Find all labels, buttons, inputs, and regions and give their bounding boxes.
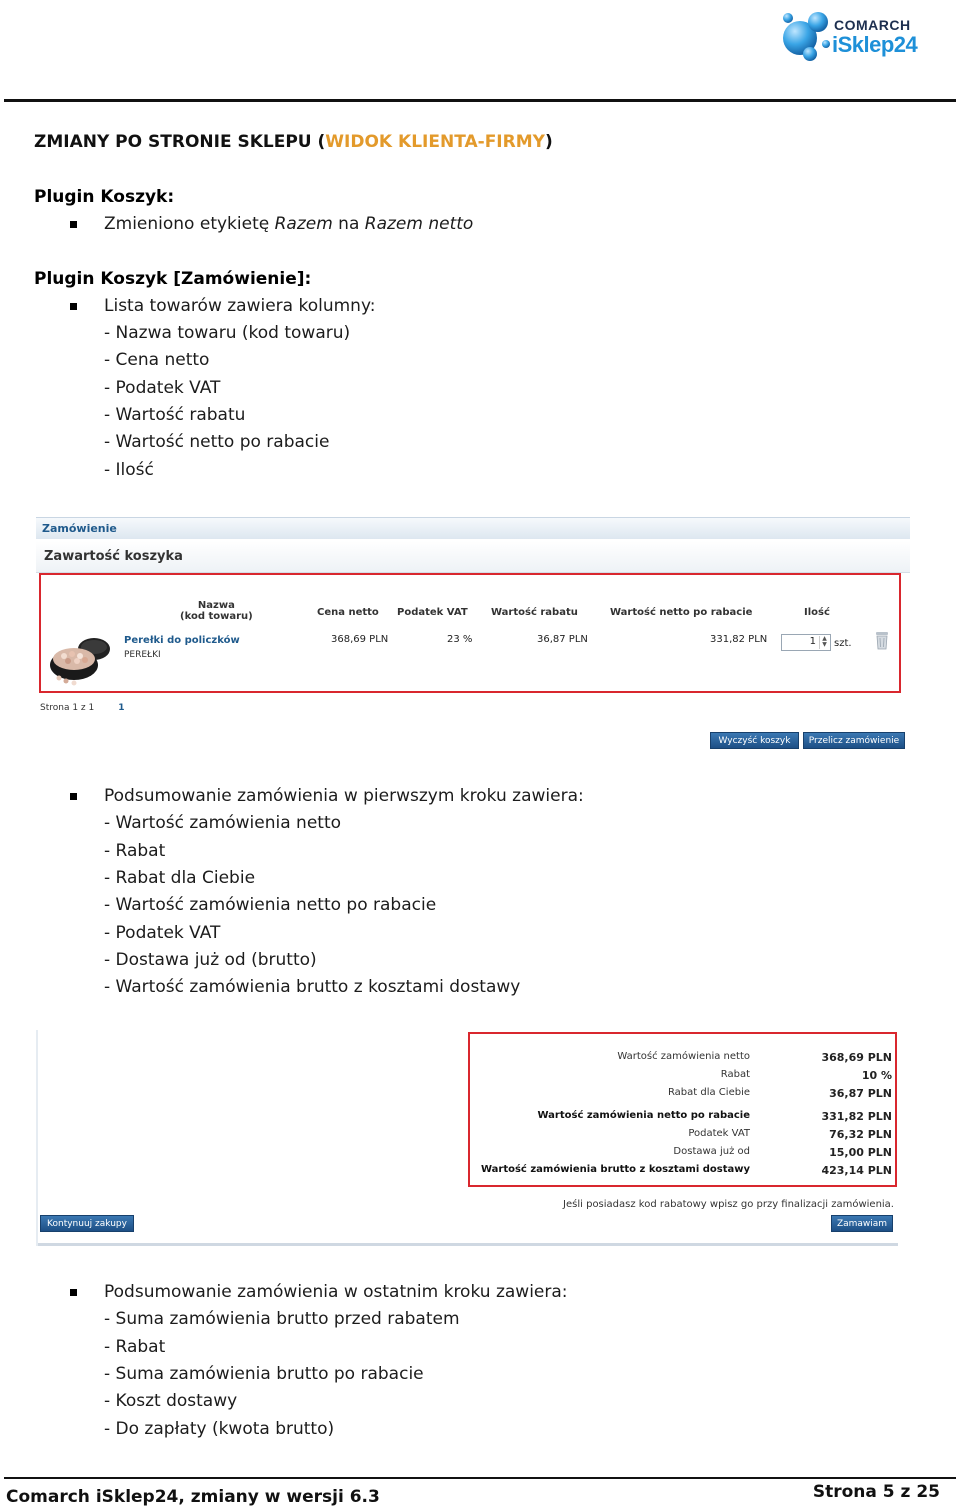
summary-row-value: 368,69 PLN	[821, 1051, 892, 1064]
change-old-label: Razem	[274, 214, 333, 234]
cell-discount: 36,87 PLN	[537, 634, 588, 645]
quantity-stepper[interactable]	[781, 634, 831, 651]
list-item: - Podatek VAT	[104, 923, 221, 943]
section-title-highlight: WIDOK KLIENTA-FIRMY	[325, 132, 545, 152]
logo-text-comarch: COMARCH	[834, 17, 911, 33]
summary-row-label: Dostawa już od	[673, 1146, 750, 1157]
breadcrumb	[36, 517, 910, 539]
cell-price: 368,69 PLN	[331, 634, 389, 645]
screenshot-edge	[36, 1030, 38, 1246]
change-prefix: Zmieniono etykietę	[104, 214, 275, 234]
list-item: - Wartość zamówienia netto po rabacie	[104, 895, 437, 915]
list-item: - Koszt dostawy	[104, 1391, 238, 1411]
section-title	[34, 132, 553, 152]
col-header-name	[180, 600, 253, 622]
summary-row-value: 15,00 PLN	[829, 1146, 892, 1159]
list-item: - Rabat	[104, 1337, 166, 1357]
summary-row-value: 10 %	[861, 1069, 892, 1082]
summary-row-label: Wartość zamówienia brutto z kosztami dostawy	[480, 1164, 750, 1175]
list-item: - Wartość netto po rabacie	[104, 432, 330, 452]
summary-last-intro: Podsumowanie zamówienia w ostatnim kroku zawiera:	[104, 1282, 568, 1302]
bullet-icon	[70, 221, 77, 228]
summary-first-intro: Podsumowanie zamówienia w pierwszym kroku zawiera:	[104, 786, 584, 806]
pager-page-1[interactable]: 1	[118, 703, 125, 713]
pager-label: Strona 1 z 1	[40, 703, 95, 713]
product-name-link[interactable]: Perełki do policzków	[124, 635, 240, 646]
list-item: - Ilość	[104, 460, 154, 480]
list-item: - Rabat dla Ciebie	[104, 868, 256, 888]
summary-row-label: Podatek VAT	[688, 1128, 750, 1139]
col-header-vat: Podatek VAT	[397, 607, 468, 618]
bullet-icon	[70, 1289, 77, 1296]
section-title-prefix: ZMIANY PO STRONIE SKLEPU (	[34, 132, 326, 152]
list-item: - Rabat	[104, 841, 166, 861]
col-header-name-1: Nazwa	[197, 600, 235, 611]
recalculate-order-button[interactable]: Przelicz zamówienie	[803, 732, 905, 749]
coupon-note: Jeśli posiadasz kod rabatowy wpisz go przy finalizacji zamówienia.	[563, 1199, 894, 1210]
summary-screenshot	[36, 1030, 898, 1246]
col-header-price: Cena netto	[317, 607, 379, 618]
cell-vat: 23 %	[447, 634, 473, 645]
list-item: - Nazwa towaru (kod towaru)	[104, 323, 351, 343]
list-item: - Cena netto	[104, 350, 210, 370]
list-item: - Wartość zamówienia netto	[104, 813, 342, 833]
cell-net-after: 331,82 PLN	[710, 634, 768, 645]
summary-row-value: 423,14 PLN	[821, 1164, 892, 1177]
summary-row-value: 331,82 PLN	[821, 1110, 892, 1123]
bubbles-logo-icon	[778, 4, 838, 64]
list-item: - Wartość rabatu	[104, 405, 246, 425]
breadcrumb-label[interactable]: Zamówienie	[42, 522, 117, 535]
list-item: - Dostawa już od (brutto)	[104, 950, 317, 970]
trash-icon[interactable]	[875, 630, 889, 650]
product-thumbnail	[44, 623, 114, 689]
col-header-name-2: (kod towaru)	[180, 611, 253, 622]
continue-shopping-button[interactable]: Kontynuuj zakupy	[40, 1215, 134, 1232]
pagination	[40, 703, 125, 713]
summary-row-value: 36,87 PLN	[829, 1087, 892, 1100]
spinner-icon[interactable]: ▲ ▼	[819, 636, 829, 649]
col-header-net-after: Wartość netto po rabacie	[610, 607, 753, 618]
summary-row-label: Wartość zamówienia netto	[617, 1051, 750, 1062]
quantity-unit: szt.	[834, 638, 852, 649]
bullet-icon	[70, 793, 77, 800]
cart-heading: Zawartość koszyka	[44, 549, 183, 564]
plugin-cart-title: Plugin Koszyk:	[34, 187, 175, 207]
list-item: - Wartość zamówienia brutto z kosztami dostawy	[104, 977, 521, 997]
product-code: PEREŁKI	[124, 650, 161, 660]
logo-text-isklep24: iSklep24	[832, 32, 918, 57]
cart-heading-bar	[36, 541, 910, 573]
summary-row-label: Wartość zamówienia netto po rabacie	[537, 1110, 750, 1121]
clear-cart-button[interactable]: Wyczyść koszyk	[710, 732, 799, 749]
cart-table-highlight	[39, 573, 901, 693]
footer-title: Comarch iSklep24, zmiany w wersji 6.3	[6, 1487, 380, 1507]
quantity-value[interactable]: 1	[809, 636, 816, 647]
summary-row-label: Rabat dla Ciebie	[667, 1087, 750, 1098]
col-header-discount: Wartość rabatu	[491, 607, 578, 618]
comarch-isklep24-logo	[778, 4, 918, 64]
plugin-order-title: Plugin Koszyk [Zamówienie]:	[34, 269, 312, 289]
change-new-label: Razem netto	[364, 214, 474, 234]
list-item: - Do zapłaty (kwota brutto)	[104, 1419, 335, 1439]
summary-row-label: Rabat	[720, 1069, 750, 1080]
list-item: - Suma zamówienia brutto przed rabatem	[104, 1309, 460, 1329]
summary-row-value: 76,32 PLN	[829, 1128, 892, 1141]
list-item: - Podatek VAT	[104, 378, 221, 398]
footer-divider	[4, 1477, 956, 1479]
header-divider	[4, 99, 956, 102]
bullet-icon	[70, 303, 77, 310]
plugin-cart-change	[104, 214, 473, 234]
col-header-qty: Ilość	[804, 607, 830, 618]
cart-screenshot	[36, 517, 910, 751]
place-order-button[interactable]: Zamawiam	[831, 1215, 893, 1232]
section-title-suffix: )	[544, 132, 553, 152]
page-number: Strona 5 z 25	[812, 1482, 940, 1502]
order-list-intro: Lista towarów zawiera kolumny:	[104, 296, 376, 316]
list-item: - Suma zamówienia brutto po rabacie	[104, 1364, 424, 1384]
change-mid: na	[332, 214, 365, 234]
